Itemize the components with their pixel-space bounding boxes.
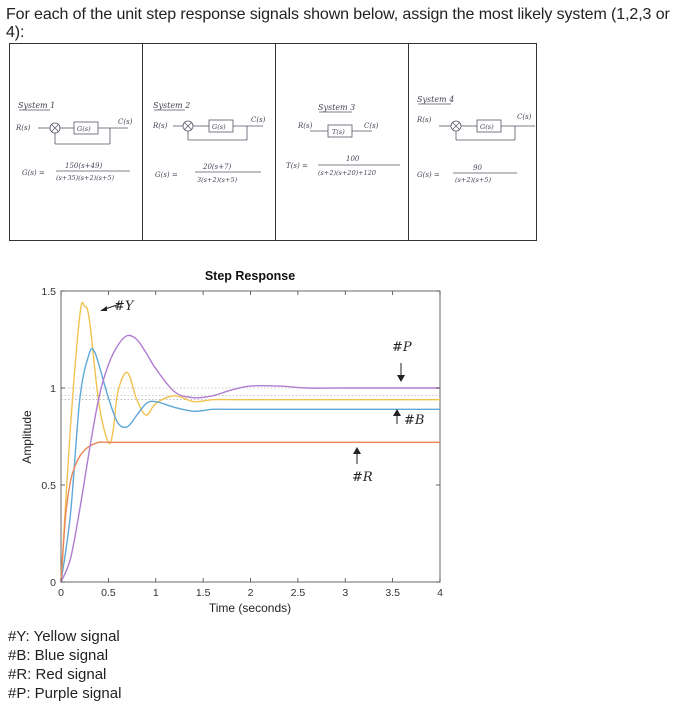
y-tick-label: 1.5 bbox=[41, 286, 56, 298]
system-1-lhs: G(s) = bbox=[22, 169, 45, 177]
annotation-y: #Y bbox=[114, 299, 134, 314]
system-3-output: C(s) bbox=[364, 122, 379, 130]
annotation-p: #P bbox=[392, 340, 412, 355]
system-2-title: System 2 bbox=[153, 101, 191, 110]
x-tick-label: 2 bbox=[247, 587, 254, 599]
system-2-output: C(s) bbox=[251, 116, 266, 124]
system-4-panel bbox=[409, 44, 541, 240]
signal-legend bbox=[8, 627, 121, 703]
system-1-input: R(s) bbox=[16, 124, 31, 132]
system-1-panel bbox=[10, 44, 143, 240]
system-1-denominator: (s+35)(s+2)(s+5) bbox=[56, 174, 115, 182]
legend-item-red: #R: Red signal bbox=[8, 666, 107, 683]
system-1-block: G(s) bbox=[77, 125, 91, 133]
system-3-lhs: T(s) = bbox=[286, 162, 308, 170]
question-text: For each of the unit step response signals shown below, assign the most likely system (1,2,3 or 4): bbox=[6, 6, 670, 41]
step-response-chart bbox=[0, 262, 460, 622]
system-2-lhs: G(s) = bbox=[155, 171, 178, 179]
system-4-block: G(s) bbox=[480, 123, 494, 131]
system-1-title: System 1 bbox=[18, 101, 56, 110]
system-4-numerator: 90 bbox=[473, 164, 482, 172]
system-3-block: T(s) bbox=[332, 128, 345, 136]
system-2-panel bbox=[143, 44, 276, 240]
x-tick-label: 4 bbox=[437, 587, 443, 599]
plot-area bbox=[61, 291, 440, 582]
annotation-b: #B bbox=[404, 413, 425, 428]
system-1-numerator: 150(s+49) bbox=[65, 162, 103, 170]
system-2-input: R(s) bbox=[153, 122, 168, 130]
x-tick-label: 1.5 bbox=[195, 587, 211, 599]
system-4-lhs: G(s) = bbox=[417, 171, 440, 179]
legend-item-blue: #B: Blue signal bbox=[8, 647, 109, 664]
system-2-denominator: 3(s+2)(s+5) bbox=[197, 176, 238, 184]
system-3-denominator: (s+2)(s+20)+120 bbox=[318, 169, 376, 177]
x-tick-label: 1 bbox=[152, 587, 159, 599]
y-tick-label: 0.5 bbox=[41, 480, 56, 492]
x-tick-label: 0 bbox=[58, 587, 64, 599]
system-4-input: R(s) bbox=[417, 116, 432, 124]
x-tick-label: 3 bbox=[342, 587, 349, 599]
system-3-numerator: 100 bbox=[346, 155, 360, 163]
x-tick-label: 2.5 bbox=[290, 587, 306, 599]
system-2-numerator: 20(s+7) bbox=[203, 163, 232, 171]
y-axis-label: Amplitude bbox=[20, 410, 34, 464]
system-4-title: System 4 bbox=[417, 95, 455, 104]
system-4-output: C(s) bbox=[517, 113, 532, 121]
annotation-r: #R bbox=[352, 470, 373, 485]
x-tick-label: 3.5 bbox=[385, 587, 400, 599]
legend-item-purple: #P: Purple signal bbox=[8, 685, 122, 702]
y-tick-label: 1 bbox=[50, 383, 56, 395]
system-3-title: System 3 bbox=[318, 103, 356, 112]
system-1-output: C(s) bbox=[118, 118, 133, 126]
chart-title: Step Response bbox=[204, 269, 296, 283]
x-tick-label: 0.5 bbox=[101, 587, 116, 599]
system-3-panel bbox=[276, 44, 409, 240]
legend-item-yellow: #Y: Yellow signal bbox=[8, 628, 120, 645]
system-3-input: R(s) bbox=[298, 122, 313, 130]
x-axis-label: Time (seconds) bbox=[208, 601, 292, 615]
y-tick-label: 0 bbox=[50, 577, 56, 589]
systems-figure bbox=[9, 43, 537, 241]
system-4-denominator: (s+2)(s+5) bbox=[455, 176, 491, 184]
system-2-block: G(s) bbox=[212, 123, 226, 131]
